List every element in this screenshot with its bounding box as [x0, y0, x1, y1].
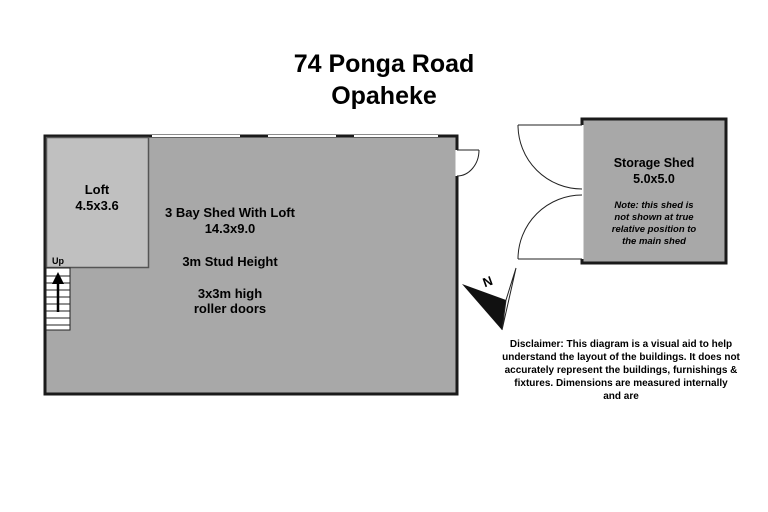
side-door — [457, 150, 479, 176]
disclaimer-line1: Disclaimer: This diagram is a visual aid to help — [509, 339, 733, 350]
disclaimer — [490, 338, 752, 403]
loft-name: Loft — [84, 182, 110, 197]
storage-shed-note-line4: the main shed — [622, 235, 686, 247]
compass-north-label: N — [480, 272, 495, 291]
loft-dimensions: 4.5x3.6 — [75, 198, 119, 213]
storage-shed-doors — [518, 125, 582, 259]
page-title-suburb: Opaheke — [331, 82, 437, 110]
storage-shed-note-line3: relative position to — [611, 223, 697, 235]
storage-shed-note-line2: not shown at true — [614, 211, 694, 223]
main-shed-name: 3 Bay Shed With Loft — [165, 205, 295, 220]
disclaimer-line5: and are — [603, 391, 639, 402]
storage-shed-dimensions: 5.0x5.0 — [633, 172, 675, 186]
storage-shed-note-line1: Note: this shed is — [614, 200, 694, 211]
disclaimer-line2: understand the layout of the buildings. It does not — [502, 352, 740, 363]
disclaimer-line3: accurately represent the buildings, furnishings & — [504, 365, 738, 376]
storage-shed-note — [582, 200, 726, 248]
main-shed-stud-height: 3m Stud Height — [182, 254, 278, 269]
page-title-address: 74 Ponga Road — [293, 50, 475, 78]
storage-shed-name: Storage Shed — [613, 156, 695, 170]
main-shed-doors-line1: 3x3m high — [197, 286, 263, 301]
main-shed-doors-line2: roller doors — [193, 301, 267, 316]
stairs-up-label: Up — [52, 256, 64, 266]
disclaimer-line4: fixtures. Dimensions are measured internally — [514, 378, 728, 389]
main-shed-dimensions: 14.3x9.0 — [204, 221, 256, 236]
